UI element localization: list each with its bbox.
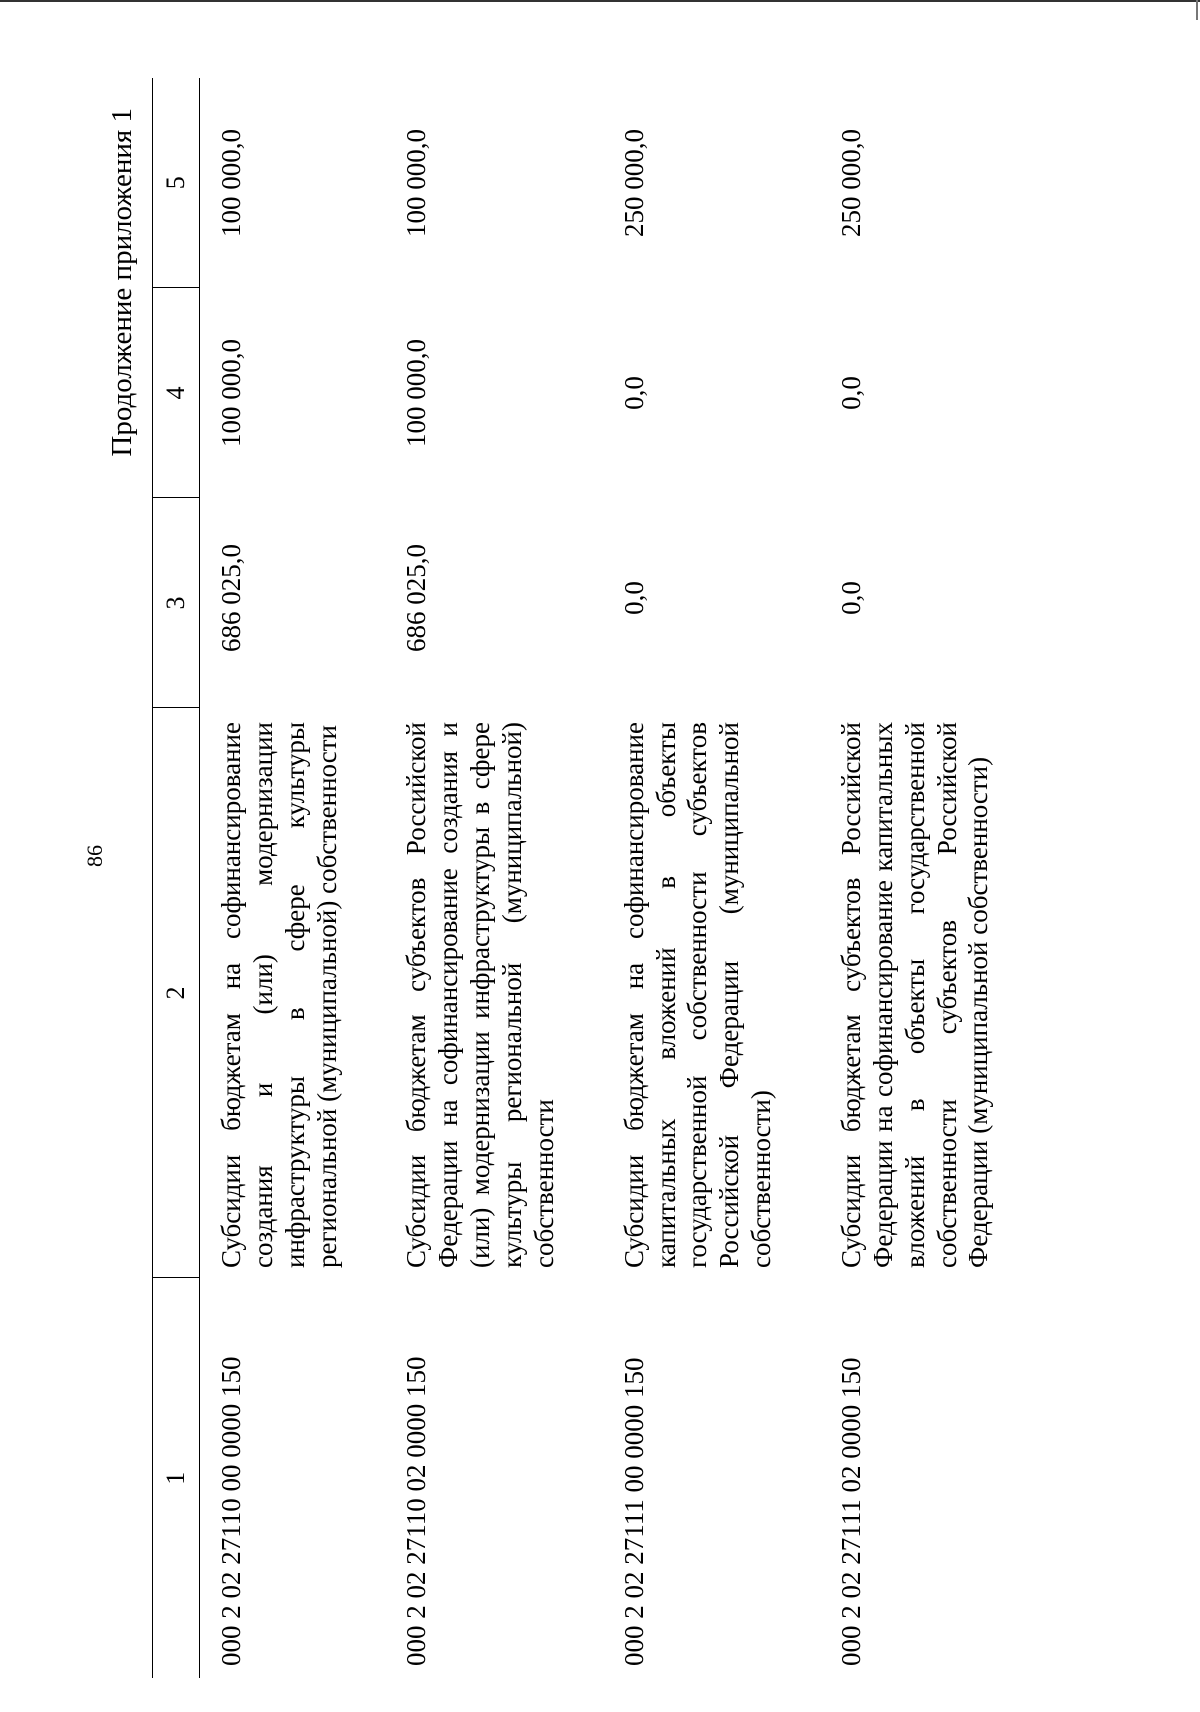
amount-col-5: 100 000,0 [216, 129, 246, 237]
header-col-2: 2 [153, 708, 200, 1278]
amount-col-5: 100 000,0 [401, 129, 432, 237]
amount-col-5: 250 000,0 [836, 129, 867, 237]
amount-col-4: 100 000,0 [401, 339, 432, 447]
table-row [820, 78, 1037, 1678]
budget-table [152, 78, 1037, 1678]
amount-col-4: 100 000,0 [216, 339, 246, 447]
amount-col-3: 686 025,0 [401, 544, 432, 652]
budget-code: 000 2 02 27111 00 0000 150 [618, 1357, 649, 1666]
continuation-label: Продолжение приложения 1 [106, 108, 138, 457]
amount-col-4: 0,0 [618, 376, 649, 410]
amount-col-3: 0,0 [618, 581, 649, 615]
page-number: 86 [82, 845, 107, 867]
table-row [603, 78, 820, 1678]
budget-code: 000 2 02 27110 00 0000 150 [216, 1356, 246, 1666]
income-name: Субсидии бюджетам субъектов Российской Федерации на софинансирование капитальных вложений в объекты государственной собственности субъектов Российской Федерации (муниципальной собственности) [836, 722, 994, 1268]
income-name: Субсидии бюджетам субъектов Российской Федерации на софинансирование создания и (или) модернизации инфраструктуры в сфере культуры региональной (муниципальной) собственности [401, 722, 559, 1268]
table-row [385, 78, 602, 1678]
amount-col-3: 686 025,0 [216, 544, 246, 652]
header-col-4: 4 [153, 288, 200, 498]
income-name: Субсидии бюджетам на софинансирование создания и (или) модернизации инфраструктуры в сфере культуры региональной (муниципальной) собственности [216, 722, 342, 1268]
table-header-row [153, 78, 200, 1678]
header-col-5: 5 [153, 78, 200, 288]
header-col-1: 1 [153, 1278, 200, 1678]
budget-code: 000 2 02 27110 02 0000 150 [401, 1356, 432, 1666]
scan-artifact [1196, 0, 1198, 20]
header-col-3: 3 [153, 498, 200, 708]
amount-col-5: 250 000,0 [618, 129, 649, 237]
amount-col-3: 0,0 [836, 581, 867, 615]
table-row [200, 78, 386, 1678]
income-name: Субсидии бюджетам на софинансирование капитальных вложений в объекты государственной собственности субъектов Российской Федерации (муниципальной собственности) [618, 722, 777, 1268]
budget-code: 000 2 02 27111 02 0000 150 [836, 1357, 867, 1666]
amount-col-4: 0,0 [836, 376, 867, 410]
